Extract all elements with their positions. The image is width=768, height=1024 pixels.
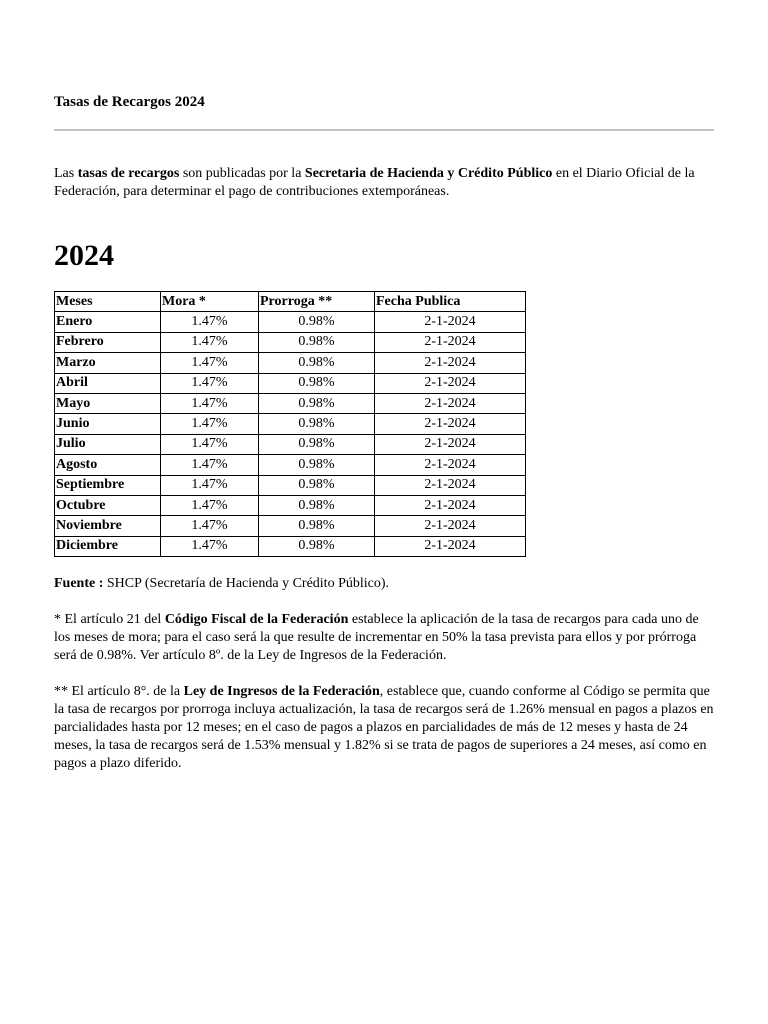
table-row [55, 536, 526, 556]
footnote-mora [54, 611, 714, 665]
cell-fecha: 2-1-2024 [375, 414, 526, 434]
cell-fecha: 2-1-2024 [375, 536, 526, 556]
cell-mes: Diciembre [55, 536, 161, 556]
footnote-prorroga-text-2: , establece que, cuando conforme al Código se permita que la tasa de recargos por prorroga incluya actualización, la tasa de recargos será de 1.26% mensual en pagos a plazos en parcialidades hasta por 12 meses; en el caso de pagos a plazos en parcialidades de más de 12 meses y hasta de 24 meses, la tasa de recargos será de 1.53% mensual y 1.82% si se trata de pagos de superiores a 24 meses, así como en pagos a plazo diferido. [54, 684, 714, 771]
cell-prorroga: 0.98% [259, 414, 375, 434]
intro-bold-tasas: tasas de recargos [77, 166, 180, 181]
cell-fecha: 2-1-2024 [375, 353, 526, 373]
cell-mora: 1.47% [161, 536, 259, 556]
cell-mora: 1.47% [161, 312, 259, 332]
cell-fecha: 2-1-2024 [375, 455, 526, 475]
table-header-row [55, 292, 526, 312]
cell-mes: Octubre [55, 495, 161, 515]
cell-mora: 1.47% [161, 353, 259, 373]
cell-prorroga: 0.98% [259, 536, 375, 556]
cell-mora: 1.47% [161, 434, 259, 454]
cell-fecha: 2-1-2024 [375, 312, 526, 332]
cell-mora: 1.47% [161, 475, 259, 495]
source-text: SHCP (Secretaría de Hacienda y Crédito Público). [103, 576, 390, 591]
horizontal-divider [54, 129, 714, 131]
cell-prorroga: 0.98% [259, 393, 375, 413]
table-row [55, 475, 526, 495]
cell-mora: 1.47% [161, 455, 259, 475]
cell-prorroga: 0.98% [259, 516, 375, 536]
page-title: Tasas de Recargos 2024 [54, 94, 205, 110]
cell-prorroga: 0.98% [259, 475, 375, 495]
table-row [55, 455, 526, 475]
intro-paragraph [54, 165, 714, 201]
cell-fecha: 2-1-2024 [375, 475, 526, 495]
footnote-mora-bold: Código Fiscal de la Federación [164, 612, 349, 627]
cell-mes: Septiembre [55, 475, 161, 495]
cell-fecha: 2-1-2024 [375, 373, 526, 393]
table-row [55, 414, 526, 434]
cell-fecha: 2-1-2024 [375, 495, 526, 515]
cell-fecha: 2-1-2024 [375, 332, 526, 352]
source-line [54, 575, 714, 593]
table-row [55, 332, 526, 352]
header-mora: Mora * [161, 292, 259, 312]
table-row [55, 312, 526, 332]
intro-bold-secretaria: Secretaria de Hacienda y Crédito Público [304, 166, 553, 181]
rates-table [54, 291, 526, 557]
cell-mes: Agosto [55, 455, 161, 475]
header-meses: Meses [55, 292, 161, 312]
footnote-mora-text-1: * El artículo 21 del [54, 612, 165, 627]
cell-mes: Marzo [55, 353, 161, 373]
table-row [55, 434, 526, 454]
cell-mora: 1.47% [161, 373, 259, 393]
header-prorroga: Prorroga ** [259, 292, 375, 312]
source-label: Fuente : [54, 576, 104, 591]
cell-mora: 1.47% [161, 414, 259, 434]
cell-mes: Julio [55, 434, 161, 454]
cell-prorroga: 0.98% [259, 373, 375, 393]
table-row [55, 516, 526, 536]
footnote-prorroga [54, 683, 714, 773]
table-row [55, 373, 526, 393]
cell-mora: 1.47% [161, 332, 259, 352]
cell-prorroga: 0.98% [259, 455, 375, 475]
cell-mes: Abril [55, 373, 161, 393]
cell-prorroga: 0.98% [259, 495, 375, 515]
cell-prorroga: 0.98% [259, 353, 375, 373]
cell-prorroga: 0.98% [259, 332, 375, 352]
year-heading: 2024 [54, 239, 114, 272]
table-row [55, 495, 526, 515]
table-row [55, 353, 526, 373]
cell-fecha: 2-1-2024 [375, 434, 526, 454]
cell-mora: 1.47% [161, 393, 259, 413]
footnote-prorroga-bold: Ley de Ingresos de la Federación [183, 684, 380, 699]
cell-mes: Mayo [55, 393, 161, 413]
cell-mes: Enero [55, 312, 161, 332]
footnote-mora-text-2: establece la aplicación de la tasa de recargos para cada uno de los meses de mora; para el caso será la que resulte de incrementar en 50% la tasa prevista para ellos y por prórroga será de 0.98%. Ver artículo 8º. de la Ley de Ingresos de la Federación. [54, 612, 699, 663]
cell-prorroga: 0.98% [259, 434, 375, 454]
table-row [55, 393, 526, 413]
intro-text-3: en el Diario Oficial de la Federación, para determinar el pago de contribuciones extemporáneas. [54, 166, 695, 199]
cell-mora: 1.47% [161, 516, 259, 536]
footnote-prorroga-text-1: ** El artículo 8°. de la [54, 684, 184, 699]
intro-text-1: Las [54, 166, 78, 181]
cell-mes: Noviembre [55, 516, 161, 536]
cell-fecha: 2-1-2024 [375, 516, 526, 536]
cell-prorroga: 0.98% [259, 312, 375, 332]
cell-mora: 1.47% [161, 495, 259, 515]
cell-mes: Febrero [55, 332, 161, 352]
intro-text-2: son publicadas por la [179, 166, 305, 181]
cell-mes: Junio [55, 414, 161, 434]
header-fecha-publica: Fecha Publica [375, 292, 526, 312]
cell-fecha: 2-1-2024 [375, 393, 526, 413]
